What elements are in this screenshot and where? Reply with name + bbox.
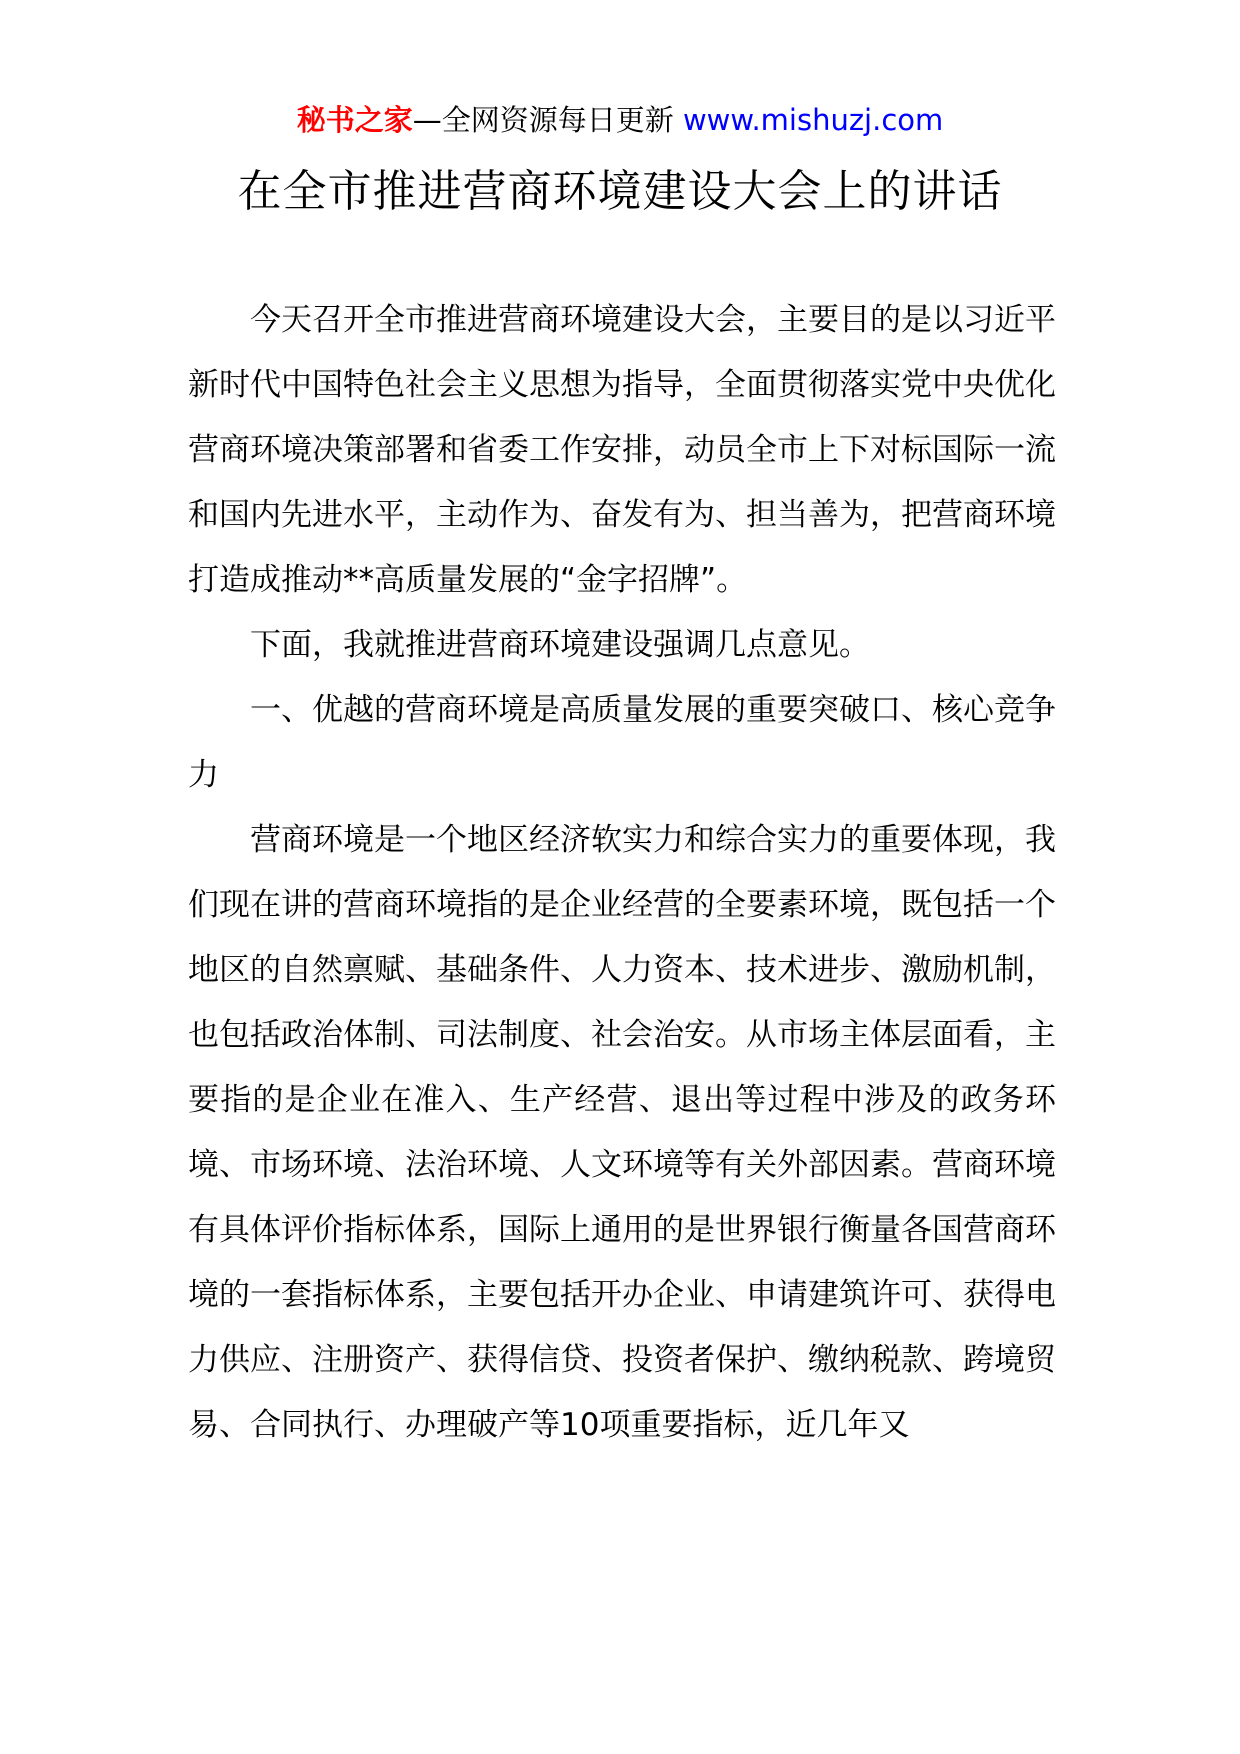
document-body	[188, 288, 1056, 1458]
paragraph-section-1-body: 营商环境是一个地区经济软实力和综合实力的重要体现，我们现在讲的营商环境指的是企业经营的全要素环境，既包括一个地区的自然禀赋、基础条件、人力资本、技术进步、激励机制，也包括政治体制、司法制度、社会治安。从市场主体层面看，主要指的是企业在准入、生产经营、退出等过程中涉及的政务环境、市场环境、法治环境、人文环境等有关外部因素。营商环境有具体评价指标体系，国际上通用的是世界银行衡量各国营商环境的一套指标体系，主要包括开办企业、申请建筑许可、获得电力供应、注册资产、获得信贷、投资者保护、缴纳税款、跨境贸易、合同执行、办理破产等10项重要指标，近几年又	[188, 822, 1056, 1443]
brand-name: 秘书之家	[296, 103, 413, 137]
document-title: 在全市推进营商环境建设大会上的讲话	[237, 166, 1003, 217]
section-heading-1: 一、优越的营商环境是高质量发展的重要突破口、核心竞争力	[188, 692, 1056, 793]
site-header	[0, 100, 1240, 140]
site-url-link[interactable]: www.mishuzj.com	[682, 103, 944, 137]
paragraph-transition: 下面，我就推进营商环境建设强调几点意见。	[250, 627, 870, 663]
paragraph-intro: 今天召开全市推进营商环境建设大会，主要目的是以习近平新时代中国特色社会主义思想为指导，全面贯彻落实党中央优化营商环境决策部署和省委工作安排，动员全市上下对标国际一流和国内先进水平，主动作为、奋发有为、担当善为，把营商环境打造成推动**高质量发展的“金字招牌”。	[188, 302, 1056, 598]
header-tagline: —全网资源每日更新	[412, 103, 674, 137]
